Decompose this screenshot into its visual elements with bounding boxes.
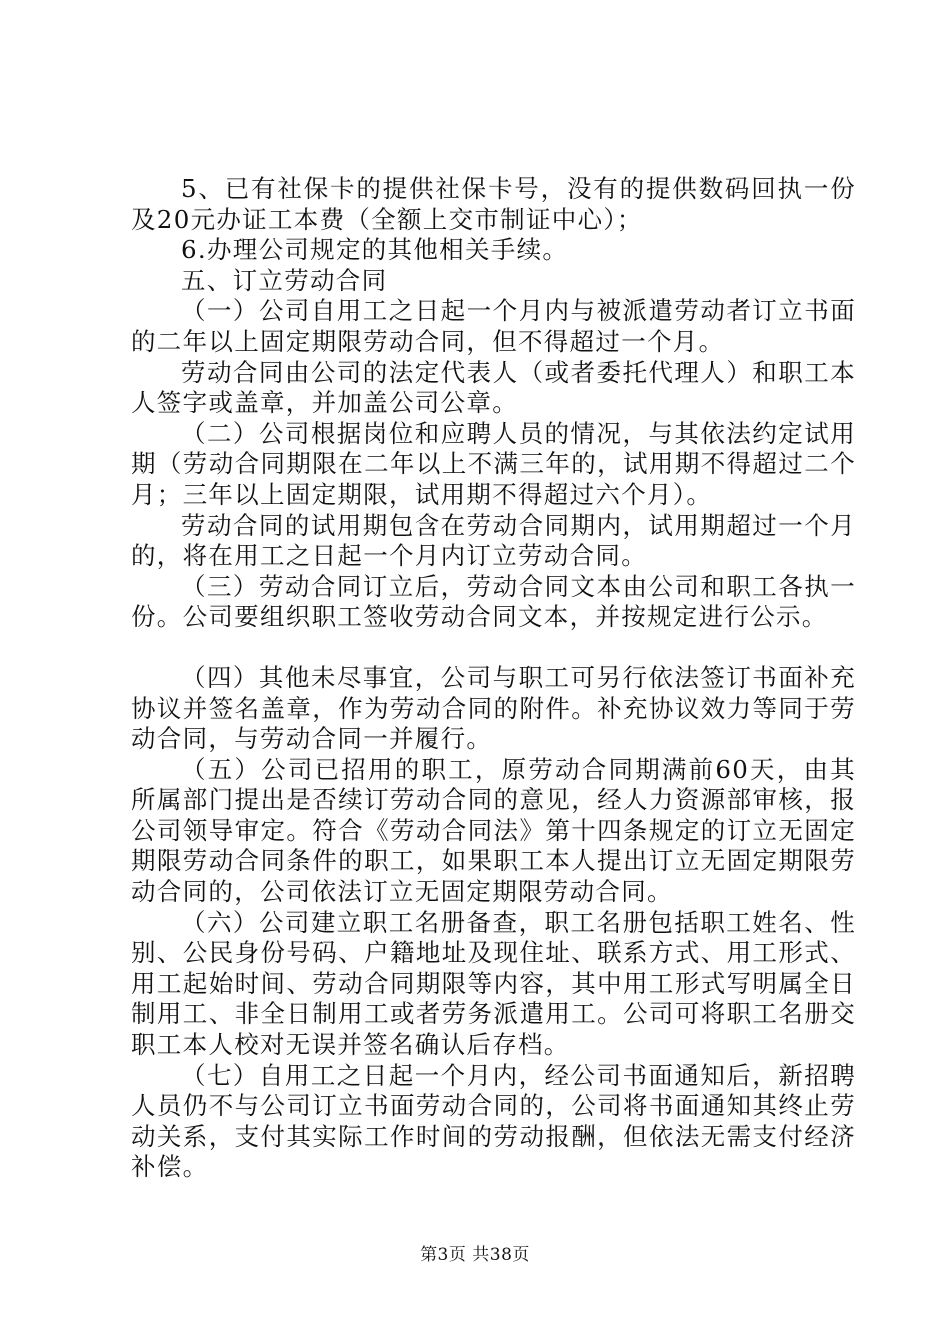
paragraph-clause-4: （四）其他未尽事宜，公司与职工可另行依法签订书面补充协议并签名盖章，作为劳动合同的附件。补充协议效力等同于劳动合同，与劳动合同一并履行。 [131, 662, 856, 754]
paragraph-clause-2: （二）公司根据岗位和应聘人员的情况，与其依法约定试用期（劳动合同期限在二年以上不满三年的，试用期不得超过二个月；三年以上固定期限，试用期不得超过六个月）。 [131, 418, 856, 509]
page-number-footer: 第3页 共38页 [420, 1245, 530, 1265]
paragraph-social-security-card: 5、已有社保卡的提供社保卡号，没有的提供数码回执一份及20元办证工本费（全额上交市制证中心）； [131, 174, 856, 234]
paragraph-clause-5: （五）公司已招用的职工，原劳动合同期满前60天，由其所属部门提出是否续订劳动合同的意见，经人力资源部审核，报公司领导审定。符合《劳动合同法》第十四条规定的订立无固定期限劳动合同条件的职工，如果职工本人提出订立无固定期限劳动合同的，公司依法订立无固定期限劳动合同。 [131, 754, 856, 907]
document-body [131, 174, 856, 1183]
paragraph-clause-1: （一）公司自用工之日起一个月内与被派遣劳动者订立书面的二年以上固定期限劳动合同，但不得超过一个月。 [131, 296, 856, 356]
paragraph-clause-6: （六）公司建立职工名册备查，职工名册包括职工姓名、性别、公民身份号码、户籍地址及现住址、联系方式、用工形式、用工起始时间、劳动合同期限等内容，其中用工形式写明属全日制用工、非全日制用工或者劳务派遣用工。公司可将职工名册交职工本人校对无误并签名确认后存档。 [131, 907, 856, 1060]
paragraph-clause-2-probation: 劳动合同的试用期包含在劳动合同期内，试用期超过一个月的，将在用工之日起一个月内订立劳动合同。 [131, 510, 856, 571]
paragraph-clause-7: （七）自用工之日起一个月内，经公司书面通知后，新招聘人员仍不与公司订立书面劳动合同的，公司将书面通知其终止劳动关系，支付其实际工作时间的劳动报酬，但依法无需支付经济补偿。 [131, 1060, 856, 1182]
paragraph-other-procedures: 6.办理公司规定的其他相关手续。 [181, 235, 569, 265]
section-heading-labor-contract: 五、订立劳动合同 [181, 265, 388, 295]
paragraph-clause-3: （三）劳动合同订立后，劳动合同文本由公司和职工各执一份。公司要组织职工签收劳动合同文本，并按规定进行公示。 [131, 571, 856, 632]
paragraph-clause-1-signature: 劳动合同由公司的法定代表人（或者委托代理人）和职工本人签字或盖章，并加盖公司公章。 [131, 357, 856, 418]
